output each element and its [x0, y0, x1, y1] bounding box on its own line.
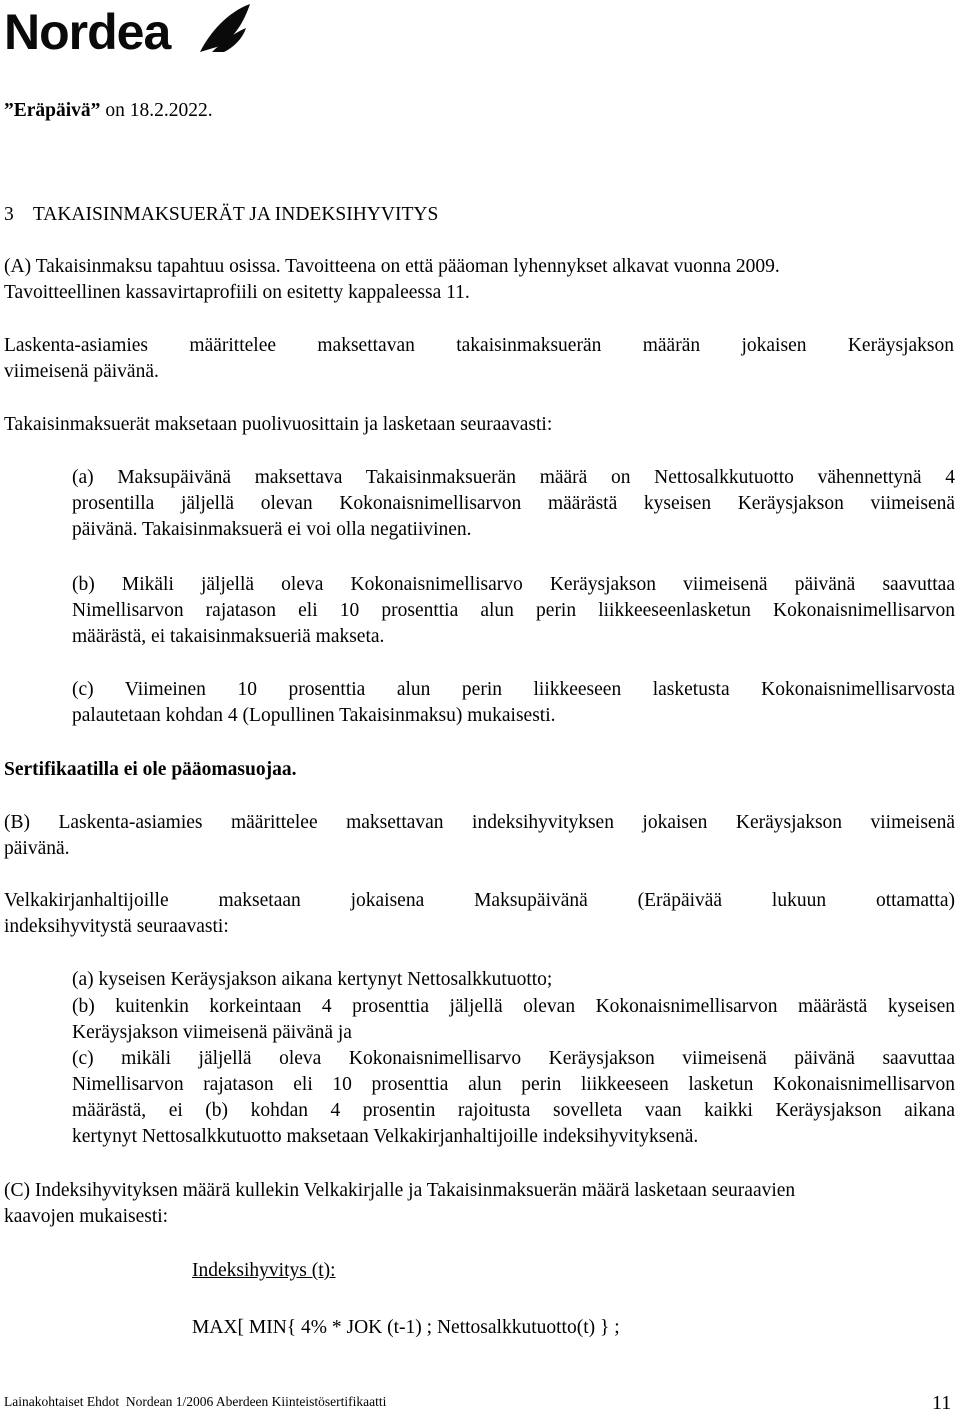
- due-date-line: [4, 98, 213, 124]
- logo-sail-icon: [194, 2, 252, 54]
- para-c-line1: (C) Indeksihyvityksen määrä kullekin Velkakirjalle ja Takaisinmaksuerän määrä lasketaan seuraavien: [4, 1180, 796, 1201]
- nordea-logo: [4, 2, 254, 58]
- formula-title: Indeksihyvitys (t):: [192, 1260, 336, 1281]
- section-heading: 3 TAKAISINMAKSUERÄT JA INDEKSIHYVITYS: [4, 204, 439, 225]
- para-a-line2: Tavoitteellinen kassavirtaprofiili on esitetty kappaleessa 11.: [4, 282, 470, 303]
- item-a-line3: päivänä. Takaisinmaksuerä ei voi olla negatiivinen.: [72, 519, 472, 540]
- holders-line2: indeksihyvitystä seuraavasti:: [4, 916, 229, 937]
- calc-agent-line2: viimeisenä päivänä.: [4, 361, 159, 382]
- list-item-c-line2: Nimellisarvon rajatason eli 10 prosenttia alun perin liikkeeseen lasketun Kokonaisnimellisarvon: [72, 1074, 955, 1095]
- paid-intro: Takaisinmaksuerät maksetaan puolivuosittain ja lasketaan seuraavasti:: [4, 414, 553, 435]
- para-b-line1: (B) Laskenta-asiamies määrittelee maksettavan indeksihyvityksen jokaisen Keräysjakson viimeisenä: [4, 812, 955, 833]
- list-item-b-line1: (b) kuitenkin korkeintaan 4 prosenttia jäljellä olevan Kokonaisnimellisarvon määrästä kyseisen: [72, 996, 955, 1017]
- list-item-b-line2: Keräysjakson viimeisenä päivänä ja: [72, 1022, 352, 1043]
- footer-document-title: Lainakohtaiset Ehdot Nordean 1/2006 Aberdeen Kiinteistösertifikaatti: [4, 1394, 387, 1409]
- para-b-line2: päivänä.: [4, 838, 70, 859]
- para-c-line2: kaavojen mukaisesti:: [4, 1206, 169, 1227]
- page-number: 11: [932, 1392, 952, 1414]
- item-b-line2: Nimellisarvon rajatason eli 10 prosenttia alun perin liikkeeseenlasketun Kokonaisnimellisarvon: [72, 600, 955, 621]
- calc-agent-line1: Laskenta-asiamies määrittelee maksettavan takaisinmaksuerän määrän jokaisen Keräysjakson: [4, 335, 954, 356]
- list-item-a: (a) kyseisen Keräysjakson aikana kertynyt Nettosalkkutuotto;: [72, 969, 553, 990]
- item-a-line2: prosentilla jäljellä olevan Kokonaisnimellisarvon määrästä kyseisen Keräysjakson viimeisenä: [72, 493, 955, 514]
- due-date-value: on 18.2.2022.: [100, 100, 213, 121]
- item-a-line1: (a) Maksupäivänä maksettava Takaisinmaksuerän määrä on Nettosalkkutuotto vähennettynä 4: [72, 467, 955, 488]
- holders-line1: Velkakirjanhaltijoille maksetaan jokaisena Maksupäivänä (Eräpäivää lukuun ottamatta): [4, 890, 955, 911]
- item-b-line3: määrästä, ei takaisinmaksueriä makseta.: [72, 626, 385, 647]
- list-item-c-line3: määrästä, ei (b) kohdan 4 prosentin rajoitusta sovelleta vaan kaikki Keräysjakson aikana: [72, 1100, 955, 1121]
- due-date-term: ”Eräpäivä”: [4, 100, 101, 121]
- logo-wordmark: Nordea: [4, 4, 171, 60]
- list-item-c-line1: (c) mikäli jäljellä oleva Kokonaisnimellisarvo Keräysjakson viimeisenä päivänä saavuttaa: [72, 1048, 955, 1069]
- item-b-line1: (b) Mikäli jäljellä oleva Kokonaisnimellisarvo Keräysjakson viimeisenä päivänä saavuttaa: [72, 574, 955, 595]
- para-a-line1: (A) Takaisinmaksu tapahtuu osissa. Tavoitteena on että pääoman lyhennykset alkavat vuonna 2009.: [4, 256, 780, 277]
- list-item-c-line4: kertynyt Nettosalkkutuotto maksetaan Velkakirjanhaltijoille indeksihyvityksenä.: [72, 1126, 699, 1147]
- item-c-line1: (c) Viimeinen 10 prosenttia alun perin liikkeeseen lasketusta Kokonaisnimellisarvosta: [72, 679, 955, 700]
- capital-protection-note: Sertifikaatilla ei ole pääomasuojaa.: [4, 759, 297, 780]
- item-c-line2: palautetaan kohdan 4 (Lopullinen Takaisinmaksu) mukaisesti.: [72, 705, 556, 726]
- formula-expression: MAX[ MIN{ 4% * JOK (t-1) ; Nettosalkkutuotto(t) } ;: [192, 1317, 620, 1338]
